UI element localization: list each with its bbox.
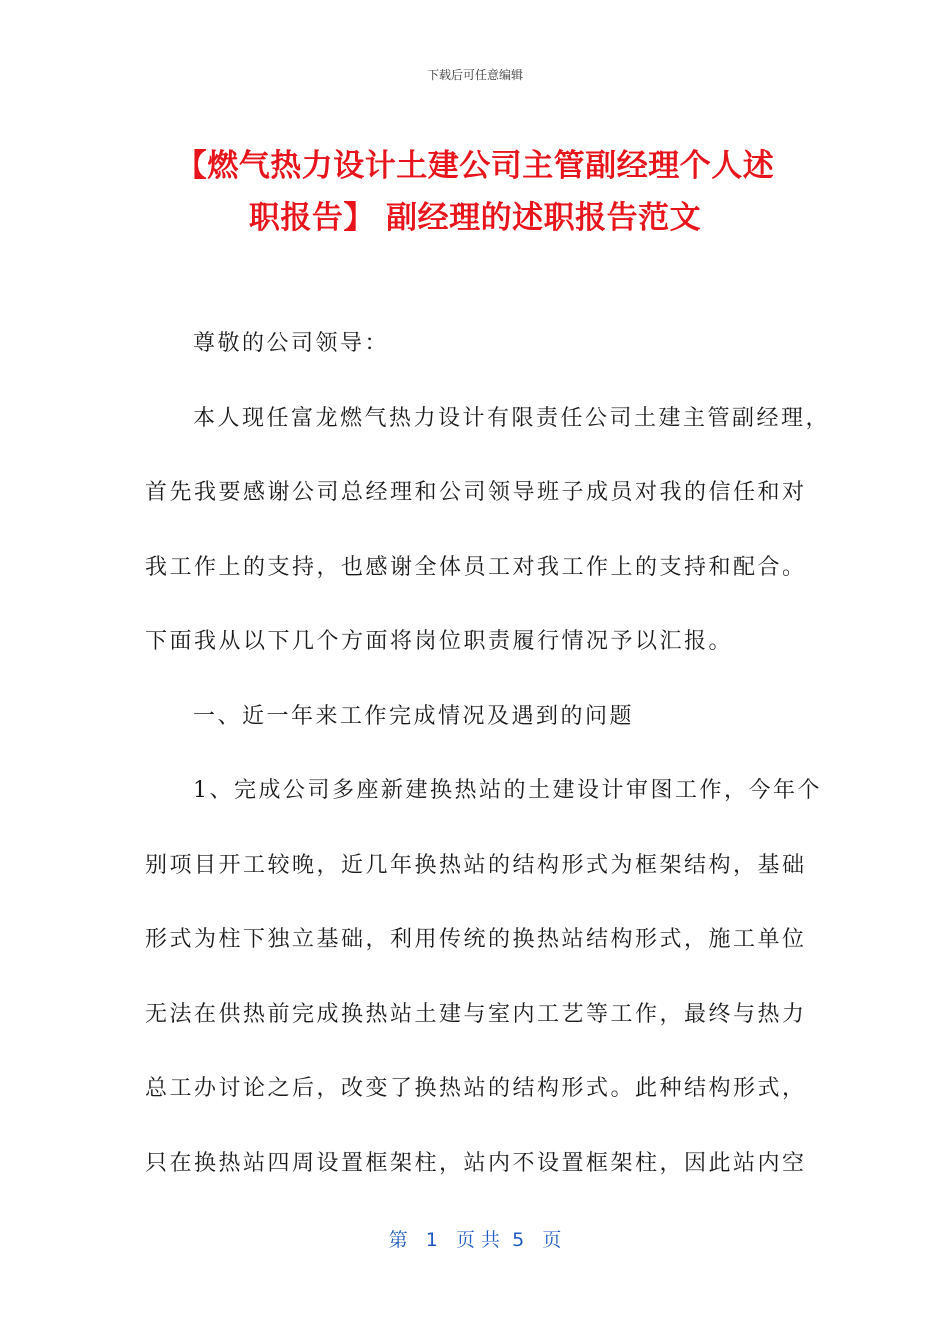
title-line-2: 职报告】 副经理的述职报告范文 — [248, 200, 702, 236]
body-line: 只在换热站四周设置框架柱，站内不设置框架柱，因此站内空 — [145, 1150, 807, 1176]
body-line: 本人现任富龙燃气热力设计有限责任公司土建主管副经理， — [193, 405, 831, 431]
header-note: 下载后可任意编辑 — [426, 68, 523, 82]
body-line: 首先我要感谢公司总经理和公司领导班子成员对我的信任和对 — [145, 480, 807, 505]
salutation: 尊敬的公司领导： — [193, 331, 390, 356]
body-line: 我工作上的支持，也感谢全体员工对我工作上的支持和配合。 — [145, 554, 807, 580]
body-line: 1、完成公司多座新建换热站的土建设计审图工作，今年个 — [193, 778, 822, 803]
body-line: 无法在供热前完成换热站土建与室内工艺等工作，最终与热力 — [145, 1001, 807, 1027]
section-heading: 一、近一年来工作完成情况及遇到的问题 — [193, 703, 635, 729]
document-body — [145, 320, 831, 1214]
body-line: 下面我从以下几个方面将岗位职责履行情况予以汇报。 — [145, 629, 734, 654]
document-title — [140, 140, 810, 244]
body-line: 别项目开工较晚，近几年换热站的结构形式为框架结构，基础 — [145, 852, 807, 878]
page-footer: 第 1 页 共 5 页 — [388, 1229, 562, 1251]
body-line: 形式为柱下独立基础，利用传统的换热站结构形式，施工单位 — [145, 927, 807, 952]
body-line: 总工办讨论之后，改变了换热站的结构形式。此种结构形式， — [145, 1076, 807, 1101]
title-line-1: 【燃气热力设计土建公司主管副经理个人述 — [175, 148, 775, 184]
